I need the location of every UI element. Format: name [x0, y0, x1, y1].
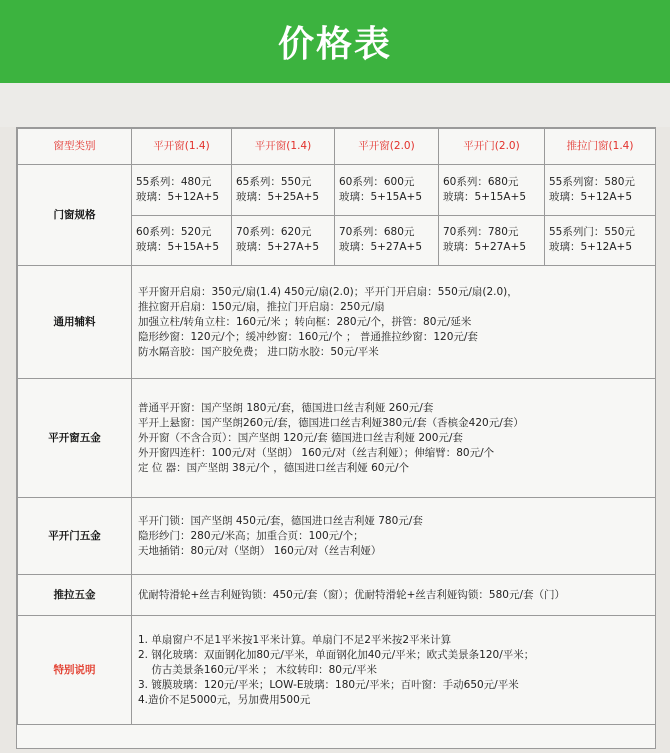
notes-line: 3. 镀膜玻璃：120元/平米；LOW-E玻璃：180元/平米；百叶窗：手动650元/平米	[138, 678, 519, 691]
spec-glass: 玻璃：5+25A+5	[236, 190, 320, 203]
spec-glass: 玻璃：5+15A+5	[339, 190, 423, 203]
spec-glass: 玻璃：5+27A+5	[443, 241, 527, 254]
header-col-2: 平开窗(1.4)	[232, 129, 335, 165]
header-col-1: 平开窗(1.4)	[132, 129, 232, 165]
spec-series: 55系列门：550元	[549, 226, 635, 239]
spec-glass: 玻璃：5+15A+5	[443, 190, 527, 203]
header-col-3: 平开窗(2.0)	[335, 129, 439, 165]
spec-glass: 玻璃：5+27A+5	[236, 241, 320, 254]
notes-line: 2. 钢化玻璃：双面钢化加80元/平米，单面钢化加40元/平米；欧式美景条120/平米；	[138, 648, 535, 661]
notes-content	[132, 616, 656, 725]
spec-series: 65系列：550元	[236, 175, 312, 188]
general-line: 推拉窗开启扇：150元/扇，推拉门开启扇：250元/扇	[138, 300, 385, 313]
spec-cell	[232, 215, 335, 266]
window-hardware-content	[132, 379, 656, 498]
spec-series: 70系列：780元	[443, 226, 519, 239]
spec-cell	[545, 215, 656, 266]
notes-line: 4.造价不足5000元，另加费用500元	[138, 693, 311, 706]
door-hardware-line: 平开门锁：国产坚朗 450元/套，德国进口丝吉利娅 780元/套	[138, 514, 423, 527]
page-title: 价格表	[277, 24, 392, 65]
door-hardware-label: 平开门五金	[18, 498, 132, 575]
notes-row	[18, 616, 656, 725]
slide-hardware-label: 推拉五金	[18, 575, 132, 616]
window-hardware-line: 定 位 器：国产坚朗 38元/个 ，德国进口丝吉利娅 60元/个	[138, 461, 409, 474]
window-hardware-line: 外开窗四连杆：100元/对（坚朗） 160元/对（丝吉利娅）；伸缩臂：80元/个	[138, 446, 495, 459]
general-line: 平开窗开启扇：350元/扇(1.4) 450元/扇(2.0)；平开门开启扇：550元/扇(2.0)，	[138, 285, 518, 298]
spec-glass: 玻璃：5+15A+5	[136, 241, 220, 254]
spec-series: 55系列窗：580元	[549, 175, 635, 188]
header-category: 窗型类别	[18, 129, 132, 165]
spec-cell	[335, 215, 439, 266]
spec-glass: 玻璃：5+12A+5	[549, 190, 633, 203]
notes-label: 特别说明	[18, 616, 132, 725]
title-banner	[0, 0, 670, 83]
spec-glass: 玻璃：5+12A+5	[549, 241, 633, 254]
notes-line: 1. 单扇窗户不足1平米按1平米计算。单扇门不足2平米按2平米计算	[138, 633, 452, 646]
slide-hardware-line: 优耐特滑轮+丝吉利娅钩锁：450元/套（窗）；优耐特滑轮+丝吉利娅钩锁：580元/套（门）	[138, 588, 566, 601]
spec-cell	[439, 215, 545, 266]
background-strip	[0, 83, 670, 127]
window-hardware-line: 平开上悬窗：国产坚朗260元/套，德国进口丝吉利娅380元/套（香槟金420元/套）	[138, 416, 524, 429]
window-hardware-label: 平开窗五金	[18, 379, 132, 498]
spec-cell	[132, 165, 232, 216]
general-line: 防水隔音胶：国产胶免费； 进口防水胶：50元/平米	[138, 345, 379, 358]
spec-glass: 玻璃：5+27A+5	[339, 241, 423, 254]
general-label: 通用辅料	[18, 266, 132, 379]
window-hardware-line: 外开窗（不含合页）：国产坚朗 120元/套 德国进口丝吉利娅 200元/套	[138, 431, 463, 444]
spec-cell	[232, 165, 335, 216]
general-row	[18, 266, 656, 379]
door-hardware-line: 隐形纱门：280元/米高；加重合页：100元/个；	[138, 529, 364, 542]
header-row	[18, 129, 656, 165]
spec-row-1	[18, 165, 656, 216]
door-hardware-line: 天地插销：80元/对（坚朗） 160元/对（丝吉利娅）	[138, 544, 382, 557]
spec-series: 60系列：600元	[339, 175, 415, 188]
general-line: 隐形纱窗：120元/个；缓冲纱窗：160元/个 ； 普通推拉纱窗：120元/套	[138, 330, 478, 343]
spec-series: 70系列：620元	[236, 226, 312, 239]
general-line: 加强立柱/转角立柱：160元/米 ；转向框：280元/个，拼管：80元/延米	[138, 315, 472, 328]
spec-series: 60系列：680元	[443, 175, 519, 188]
slide-hardware-row	[18, 575, 656, 616]
spec-cell	[335, 165, 439, 216]
spec-cell	[132, 215, 232, 266]
notes-line: 仿古美景条160元/平米 ； 木纹转印：80元/平米	[138, 663, 378, 676]
door-hardware-row	[18, 498, 656, 575]
spec-cell	[545, 165, 656, 216]
window-hardware-row	[18, 379, 656, 498]
spec-glass: 玻璃：5+12A+5	[136, 190, 220, 203]
spec-series: 60系列：520元	[136, 226, 212, 239]
price-table-sheet	[16, 127, 656, 749]
spec-series: 55系列：480元	[136, 175, 212, 188]
general-content	[132, 266, 656, 379]
price-table	[17, 128, 656, 725]
header-col-4: 平开门(2.0)	[439, 129, 545, 165]
door-hardware-content	[132, 498, 656, 575]
spec-cell	[439, 165, 545, 216]
spec-label: 门窗规格	[18, 165, 132, 266]
slide-hardware-content	[132, 575, 656, 616]
header-col-5: 推拉门窗(1.4)	[545, 129, 656, 165]
spec-series: 70系列：680元	[339, 226, 415, 239]
window-hardware-line: 普通平开窗：国产坚朗 180元/套，德国进口丝吉利娅 260元/套	[138, 401, 434, 414]
